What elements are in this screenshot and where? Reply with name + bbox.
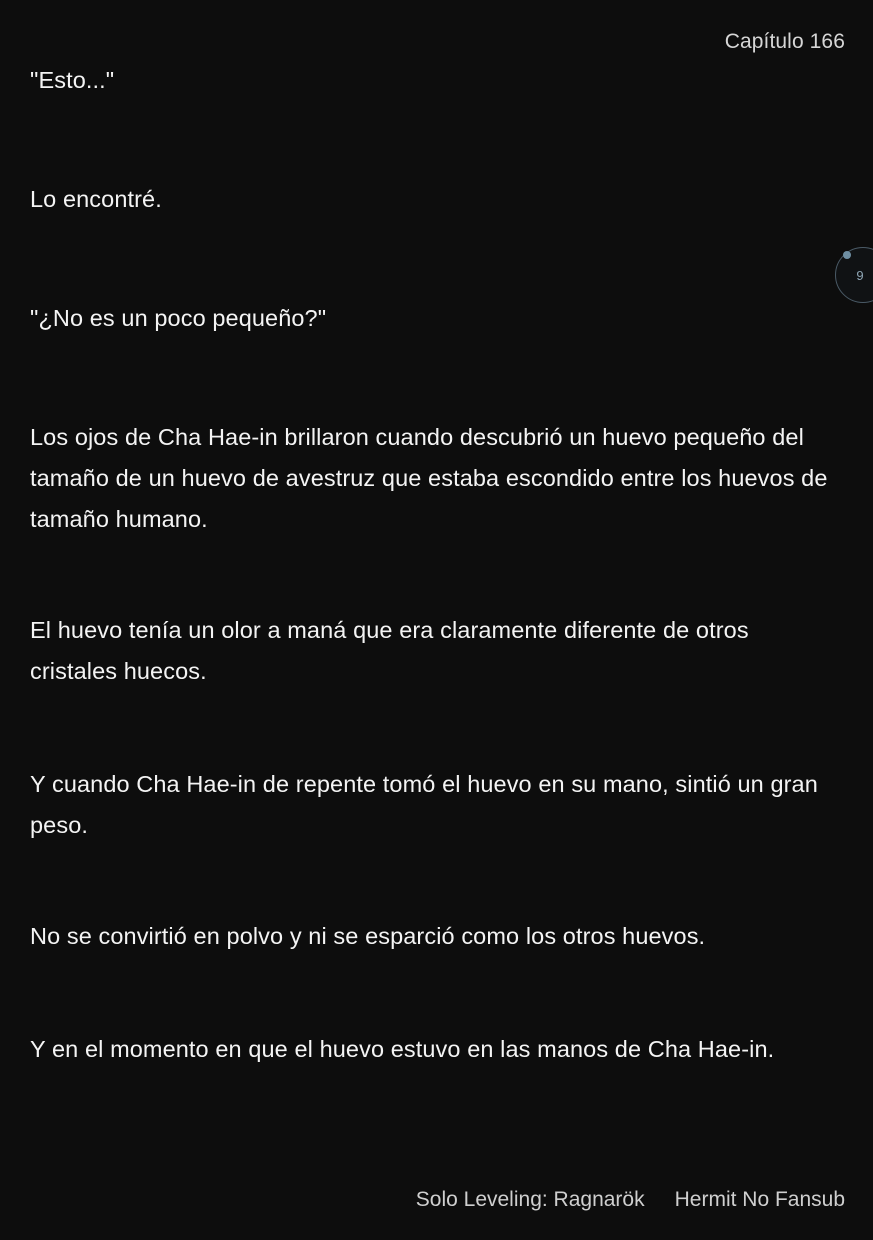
paragraph: Los ojos de Cha Hae-in brillaron cuando descubrió un huevo pequeño del tamaño de un huevo de avestruz que estaba escondido entre los huevos de tamaño humano.: [30, 424, 828, 532]
paragraph: "Esto...": [30, 67, 115, 93]
paragraph: Lo encontré.: [30, 186, 162, 212]
paragraph: "¿No es un poco pequeño?": [30, 305, 327, 331]
paragraph: Y cuando Cha Hae-in de repente tomó el huevo en su mano, sintió un gran peso.: [30, 771, 818, 838]
series-title: Solo Leveling: Ragnarök: [415, 1188, 645, 1211]
page-footer: [0, 1188, 845, 1212]
progress-dot-icon: [843, 251, 851, 259]
chapter-text-body: [30, 60, 843, 1070]
paragraph: Y en el momento en que el huevo estuvo en las manos de Cha Hae-in.: [30, 1036, 775, 1062]
fansub-credit: Hermit No Fansub: [674, 1188, 845, 1211]
paragraph: No se convirtió en polvo y ni se esparció como los otros huevos.: [30, 923, 706, 949]
paragraph: El huevo tenía un olor a maná que era claramente diferente de otros cristales huecos.: [30, 617, 749, 684]
progress-value: 9: [856, 267, 864, 283]
chapter-label: Capítulo 166: [724, 30, 845, 53]
